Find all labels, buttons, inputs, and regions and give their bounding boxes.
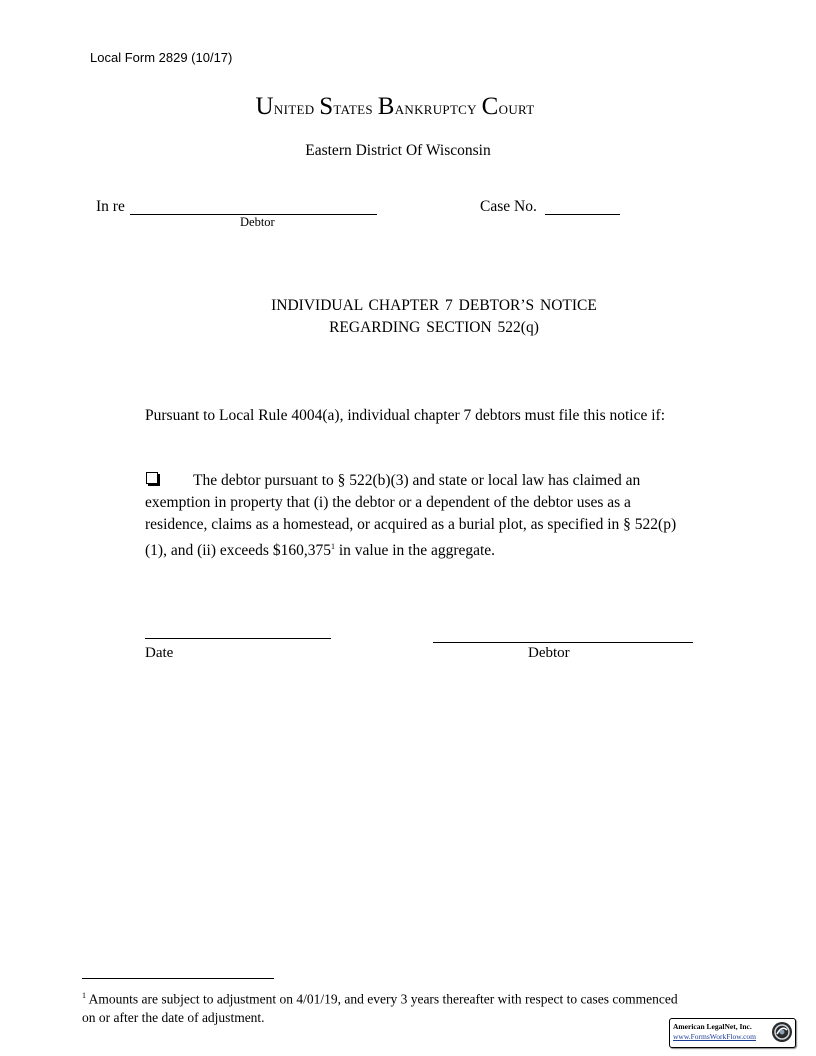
checkbox-text-end: in value in the aggregate. — [334, 542, 496, 560]
footnote-ref: 1 — [330, 542, 335, 551]
footnote-divider — [82, 978, 274, 979]
footnote-number: 1 — [82, 991, 86, 1000]
checkbox-text: The debtor pursuant to § 522(b)(3) and state or local law has claimed an exemption in property that (i) the debtor or a dependent of the debtor uses as a residence, claims as a homestead, or acquired as a burial plot, as specified in § 522(p)(1), and (ii) exceeds $160,375 — [145, 472, 677, 560]
date-label: Date — [145, 645, 174, 661]
court-title-w4-initial: C — [481, 93, 499, 120]
court-title — [0, 93, 790, 121]
district-name: Eastern District Of Wisconsin — [305, 142, 491, 159]
court-title-w1-rest: nited — [273, 98, 315, 118]
case-no-label: Case No. — [480, 198, 537, 215]
publisher-badge[interactable] — [669, 1018, 796, 1048]
in-re-label: In re — [96, 198, 125, 215]
case-no-field[interactable] — [545, 214, 620, 215]
court-title-w3-rest: ankruptcy — [394, 98, 477, 118]
debtor-caption-label: Debtor — [240, 215, 275, 229]
notice-title-line2: REGARDING SECTION 522(q) — [329, 319, 539, 336]
debtor-signature-label: Debtor — [528, 645, 570, 661]
publisher-url[interactable]: www.FormsWorkFlow.com — [673, 1032, 757, 1041]
date-signature-line[interactable] — [145, 638, 331, 639]
court-title-w4-rest: ourt — [498, 98, 535, 118]
form-id: Local Form 2829 (10/17) — [90, 50, 233, 65]
footnote — [82, 987, 692, 1027]
checkbox-paragraph — [145, 470, 690, 562]
publisher-name: American LegalNet, Inc. — [673, 1022, 752, 1031]
globe-logo-icon — [771, 1021, 793, 1043]
debtor-signature-line[interactable] — [433, 642, 693, 643]
court-title-w1-initial: U — [255, 93, 274, 120]
court-title-w3-initial: B — [377, 93, 395, 120]
footnote-text: Amounts are subject to adjustment on 4/01/19, and every 3 years thereafter with respect to cases commenced on or after the date of adjustment. — [82, 991, 678, 1025]
court-title-w2-initial: S — [319, 93, 334, 120]
notice-title-line1: INDIVIDUAL CHAPTER 7 DEBTOR’S NOTICE — [271, 297, 597, 314]
court-title-w2-rest: tates — [333, 98, 373, 118]
intro-paragraph: Pursuant to Local Rule 4004(a), individual chapter 7 debtors must file this notice if: — [145, 407, 665, 424]
notice-title — [0, 295, 816, 339]
